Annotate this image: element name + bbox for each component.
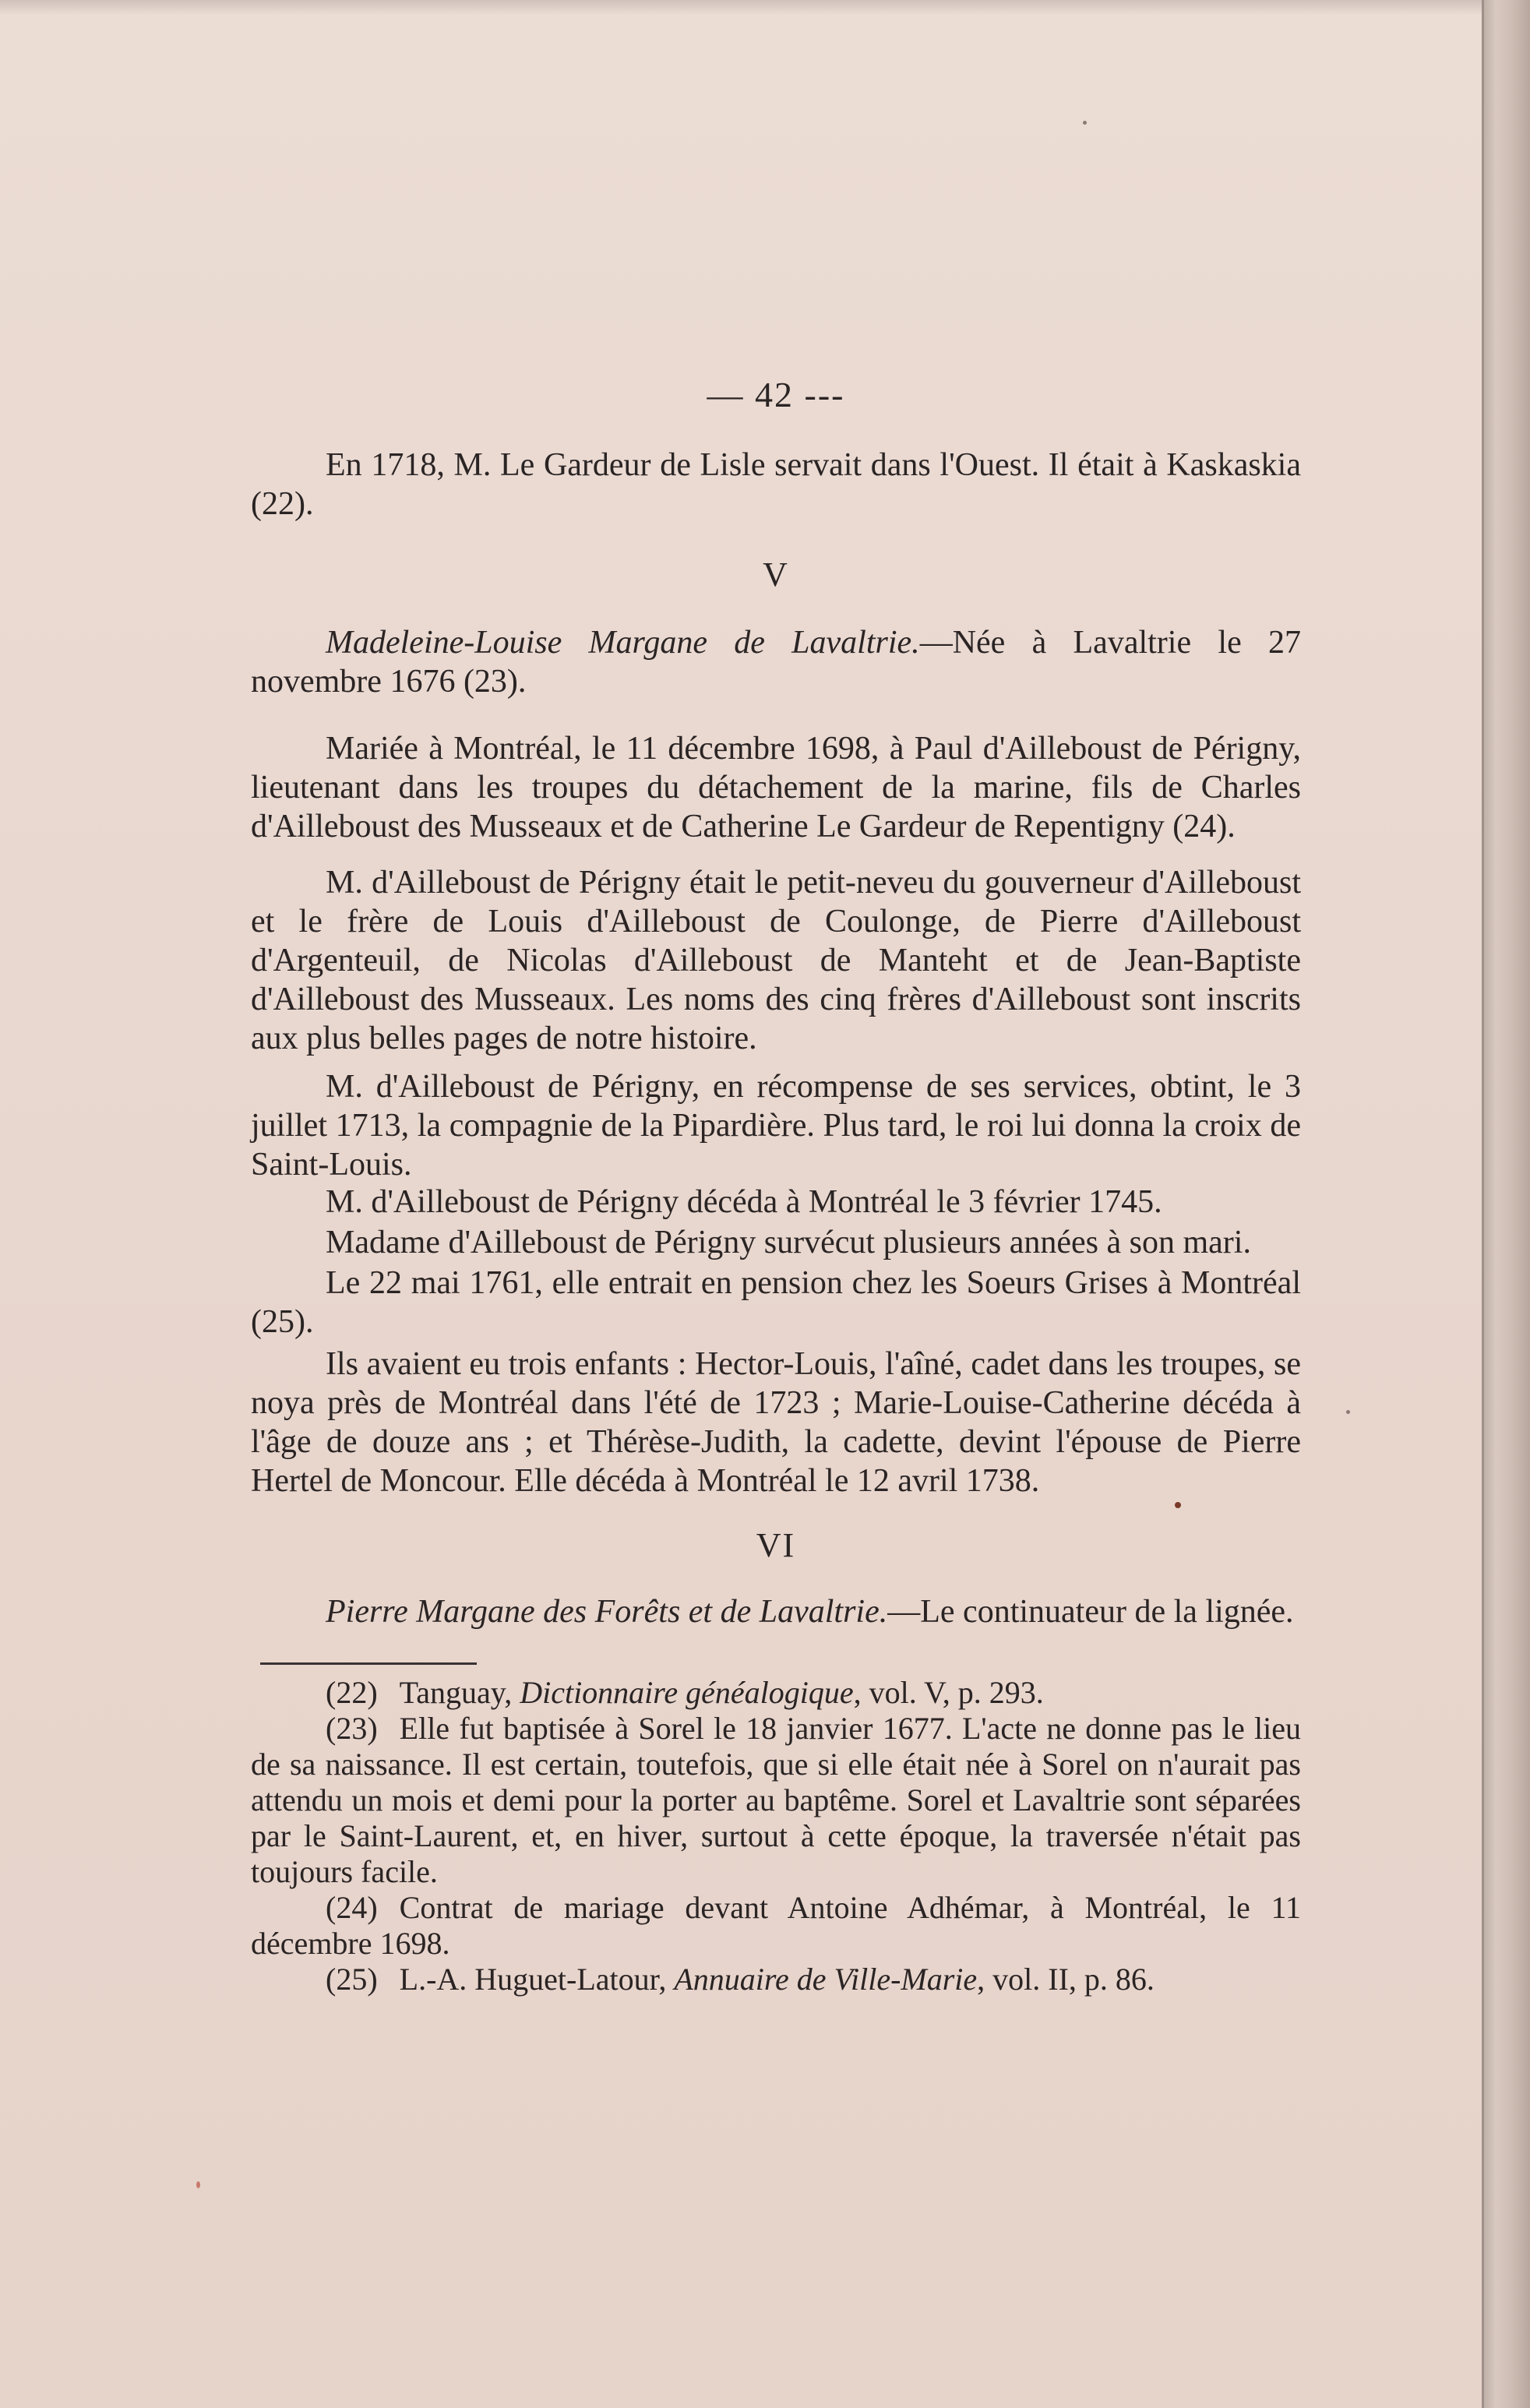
- footnote-text: , vol. V, p. 293.: [853, 1675, 1044, 1710]
- footnote-number: (23): [326, 1711, 378, 1746]
- footnote-24: [251, 1890, 1301, 1962]
- paragraph-text: Ils avaient eu trois enfants : Hector-Louis, l'aîné, cadet dans les troupes, se noya près de Montréal dans l'été de 1723 ; Marie-Louise-Catherine décéda à l'âge de douze ans ; et Thérèse-Judith, la cadette, devint l'épouse de Pierre Hertel de Moncour. Elle décéda à Montréal le 12 avril 1738.: [251, 1346, 1301, 1499]
- paper-speck: [1175, 1502, 1181, 1508]
- section-heading-vi: VI: [756, 1526, 796, 1564]
- footnote-25: [251, 1962, 1301, 1997]
- paragraph-text: —Née à Lavaltrie le 27 novembre 1676 (23).: [251, 625, 1301, 700]
- paragraph-text: Madame d'Ailleboust de Périgny survécut plusieurs années à son mari.: [326, 1225, 1251, 1260]
- person-name: Madeleine-Louise Margane de Lavaltrie.: [326, 625, 920, 661]
- paragraph-10: [251, 1592, 1301, 1631]
- paper-speck: [196, 2181, 200, 2188]
- paragraph-1: [251, 446, 1301, 524]
- footnote-text: Contrat de mariage devant Antoine Adhémar, à Montréal, le 11 décembre 1698.: [251, 1890, 1301, 1961]
- footnote-number: (22): [326, 1675, 378, 1710]
- paragraph-6: [251, 1183, 1301, 1222]
- footnote-number: (25): [326, 1962, 378, 1997]
- paper-speck: [1083, 121, 1087, 125]
- footnote-text: , vol. II, p. 86.: [977, 1962, 1155, 1997]
- paragraph-text: M. d'Ailleboust de Périgny était le petit-neveu du gouverneur d'Ailleboust et le frère de Louis d'Ailleboust de Coulonge, de Pierre d'Ailleboust d'Argenteuil, de Nicolas d'Ailleboust de Manteht et de Jean-Baptiste d'Ailleboust des Musseaux. Les noms des cinq frères d'Ailleboust sont inscrits aux plus belles pages de notre histoire.: [251, 865, 1301, 1056]
- section-heading-v: V: [763, 555, 789, 594]
- paragraph-text: En 1718, M. Le Gardeur de Lisle servait dans l'Ouest. Il était à Kaskaskia (22).: [251, 447, 1301, 522]
- paragraph-7: [251, 1223, 1301, 1262]
- page-number: — 42 ---: [707, 375, 845, 414]
- paper-speck: [1346, 1410, 1350, 1414]
- paragraph-3: [251, 729, 1301, 846]
- footnote-22: [251, 1675, 1301, 1711]
- footnote-text: L.-A. Huguet-Latour,: [399, 1962, 675, 1997]
- footnote-number: (24): [326, 1890, 378, 1925]
- footnote-text: Tanguay,: [399, 1675, 520, 1710]
- paragraph-5: [251, 1067, 1301, 1184]
- book-binding: [1484, 0, 1530, 2408]
- page-top-edge: [0, 0, 1484, 14]
- paragraph-text: M. d'Ailleboust de Périgny décéda à Montréal le 3 février 1745.: [326, 1184, 1162, 1220]
- paragraph-8: [251, 1264, 1301, 1341]
- cited-title: Dictionnaire généalogique: [520, 1675, 854, 1710]
- paragraph-text: M. d'Ailleboust de Périgny, en récompense de ses services, obtint, le 3 juillet 1713, la compagnie de la Pipardière. Plus tard, le roi lui donna la croix de Saint-Louis.: [251, 1069, 1301, 1183]
- paragraph-text: —Le continuateur de la lignée.: [887, 1594, 1294, 1630]
- footnote-text: Elle fut baptisée à Sorel le 18 janvier 1677. L'acte ne donne pas le lieu de sa naissance. Il est certain, toutefois, que si elle était née à Sorel on n'aurait pas attendu un mois et demi pour la porter au baptême. Sorel et Lavaltrie sont séparées par le Saint-Laurent, et, en hiver, surtout à cette époque, la traversée n'était pas toujours facile.: [251, 1711, 1301, 1889]
- cited-title: Annuaire de Ville-Marie: [674, 1962, 978, 1997]
- paragraph-text: Le 22 mai 1761, elle entrait en pension chez les Soeurs Grises à Montréal (25).: [251, 1265, 1301, 1340]
- paragraph-9: [251, 1345, 1301, 1500]
- paragraph-4: [251, 863, 1301, 1058]
- footnote-23: [251, 1711, 1301, 1890]
- paragraph-text: Mariée à Montréal, le 11 décembre 1698, à Paul d'Ailleboust de Périgny, lieutenant dans les troupes du détachement de la marine, fils de Charles d'Ailleboust des Musseaux et de Catherine Le Gardeur de Repentigny (24).: [251, 731, 1301, 844]
- person-name: Pierre Margane des Forêts et de Lavaltrie.: [326, 1594, 888, 1630]
- footnote-divider: [260, 1662, 477, 1665]
- paragraph-2: [251, 623, 1301, 701]
